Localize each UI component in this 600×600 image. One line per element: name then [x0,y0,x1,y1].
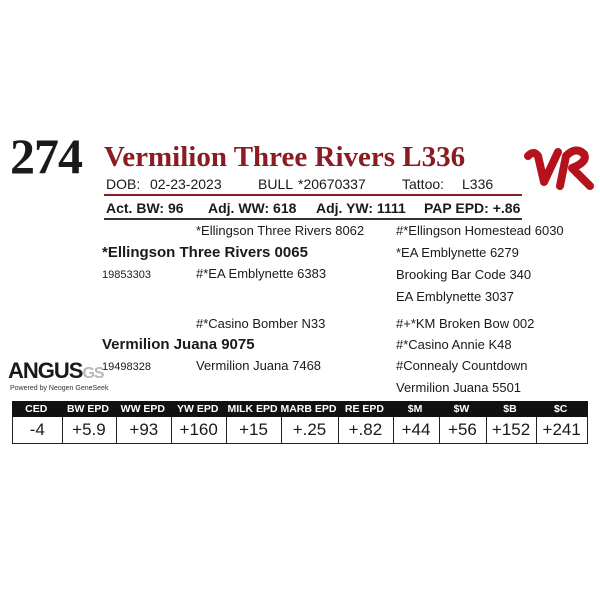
epd-value-10: +241 [542,420,581,439]
epd-value-8: +56 [448,420,477,439]
logo-text: ANGUS [8,358,83,383]
epd-value-row [12,417,588,444]
logo-suffix: GS [82,365,104,382]
angus-gs-logo [8,358,109,398]
tattoo-value: L336 [462,176,494,192]
dam-registration: 19498328 [102,361,151,373]
epd-cell-divider [171,417,172,443]
epd-header-10: $C [553,403,568,415]
epd-header-1: BW EPD [66,403,109,415]
dam-name: Vermilion Juana 9075 [102,336,255,353]
registration-number: *20670337 [298,176,366,192]
epd-cell-divider [439,417,440,443]
dam-sire-dam: #*Casino Annie K48 [396,337,512,352]
dam-dam-sire: #Connealy Countdown [396,358,528,373]
dam-dam: Vermilion Juana 7468 [196,358,322,373]
adjusted-yearling-weight: Adj. YW: 1111 [316,200,406,216]
pap-epd: PAP EPD: +.86 [424,200,521,216]
epd-value-7: +44 [401,420,431,439]
epd-value-9: +152 [491,420,531,439]
epd-header-3: YW EPD [176,403,219,415]
dam-sire-sire: #+*KM Broken Bow 002 [396,316,535,331]
sire-dam: #*EA Emblynette 6383 [196,266,327,281]
epd-header-6: RE EPD [344,403,384,415]
epd-value-4: +15 [239,420,268,439]
epd-cell-divider [226,417,227,443]
sire-registration: 19853303 [102,269,151,281]
epd-cell-divider [338,417,339,443]
epd-value-2: +93 [129,420,159,439]
sire-name: *Ellingson Three Rivers 0065 [102,244,308,261]
lot-number: 274 [10,128,82,184]
sire-dam-sire: Brooking Bar Code 340 [396,267,532,282]
epd-cell-divider [486,417,487,443]
epd-cell-divider [281,417,282,443]
dam-dam-dam: Vermilion Juana 5501 [396,380,522,395]
dam-sire: #*Casino Bomber N33 [196,316,326,331]
adjusted-weaning-weight: Adj. WW: 618 [208,200,297,216]
sex-value: BULL [258,176,294,192]
epd-header-2: WW EPD [120,403,165,415]
epd-header-0: CED [25,403,48,415]
epd-value-1: +5.9 [72,420,106,439]
epd-value-0: -4 [29,420,45,439]
actual-birth-weight: Act. BW: 96 [106,200,184,216]
epd-value-6: +.82 [348,420,383,439]
sire-sire: *Ellingson Three Rivers 8062 [196,223,365,238]
dob-value: 02-23-2023 [150,176,222,192]
epd-header-7: $M [407,403,423,415]
epd-value-3: +160 [179,420,218,439]
tattoo-label: Tattoo: [402,176,445,192]
logo-tagline: Powered by Neogen GeneSeek [10,385,109,392]
epd-cell-divider [536,417,537,443]
epd-header-4: MILK EPD [227,403,278,415]
epd-header-5: MARB EPD [280,403,337,415]
animal-name: Vermilion Three Rivers L336 [104,141,466,173]
dob-label: DOB: [106,176,141,192]
sire-sire-dam: *EA Emblynette 6279 [396,245,519,260]
epd-header-row [12,401,588,417]
epd-cell-divider [393,417,394,443]
epd-value-5: +.25 [292,420,327,439]
epd-header-8: $W [453,403,470,415]
epd-header-9: $B [503,403,517,415]
epd-cell-divider [116,417,117,443]
sire-dam-dam: EA Emblynette 3037 [396,289,514,304]
sire-sire-sire: #*Ellingson Homestead 6030 [396,223,564,238]
performance-divider [104,218,522,220]
vr-brand-icon [524,142,596,194]
epd-cell-divider [62,417,63,443]
title-divider [104,194,522,196]
